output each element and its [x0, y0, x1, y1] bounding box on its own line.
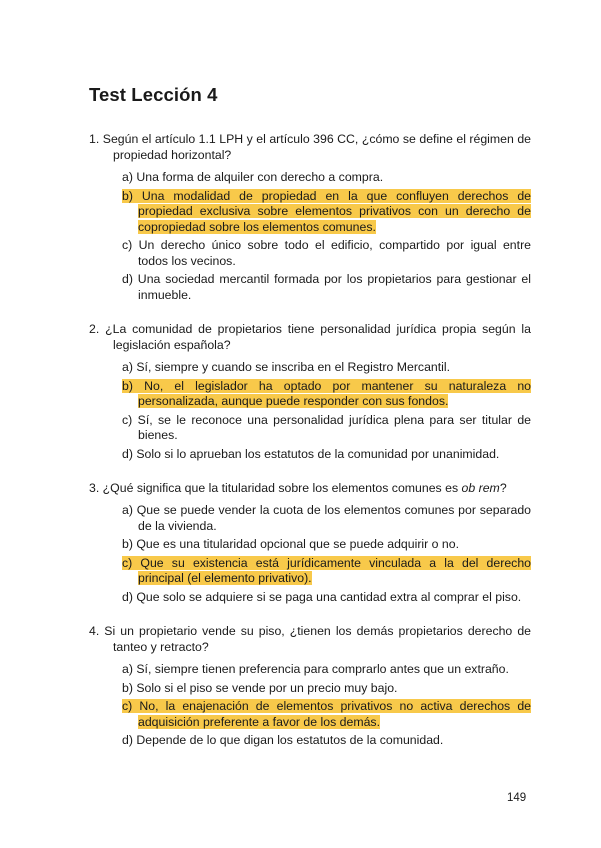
option-text: b) Solo si el piso se vende por un precio muy bajo. [122, 680, 398, 695]
option-d [122, 447, 531, 463]
question-text-italic: ob rem [461, 481, 500, 495]
option-list [89, 360, 531, 462]
option-b-correct [122, 189, 531, 236]
option-text: a) Que se puede vender la cuota de los elementos comunes por separado de la vivienda. [122, 503, 531, 533]
option-text: a) Sí, siempre y cuando se inscriba en el Registro Mercantil. [122, 360, 451, 374]
option-text: d) Solo si lo aprueban los estatutos de la comunidad por unanimidad. [122, 446, 500, 461]
option-d [122, 733, 531, 749]
option-text: d) Depende de lo que digan los estatutos de la comunidad. [122, 733, 444, 747]
option-list [89, 170, 531, 303]
option-b [122, 681, 531, 697]
question-text: 4. Si un propietario vende su piso, ¿tienen los demás propietarios derecho de tanteo y retracto? [89, 624, 531, 654]
option-list [89, 503, 531, 605]
option-text: d) Una sociedad mercantil formada por los propietarios para gestionar el inmueble. [122, 272, 531, 302]
option-text: a) Sí, siempre tienen preferencia para comprarlo antes que un extraño. [122, 662, 509, 676]
option-a [122, 503, 531, 534]
question-text-end: ? [499, 481, 507, 495]
option-list [89, 662, 531, 749]
option-a [122, 662, 531, 678]
option-c-correct [122, 556, 531, 587]
option-d [122, 272, 531, 303]
question-text: 1. Según el artículo 1.1 LPH y el artículo 396 CC, ¿cómo se define el régimen de propiedad horizontal? [89, 132, 531, 162]
option-text: d) Que solo se adquiere si se paga una cantidad extra al comprar el piso. [122, 589, 522, 604]
option-text: c) Que su existencia está jurídicamente vinculada a la del derecho principal (el elemento privativo). [122, 555, 531, 585]
option-text: b) Que es una titularidad opcional que se puede adquirir o no. [122, 537, 460, 551]
option-d [122, 590, 531, 606]
option-c [122, 238, 531, 269]
option-c-correct [122, 699, 531, 730]
question-text-start: 3. ¿Qué significa que la titularidad sobre los elementos comunes es [89, 481, 462, 495]
option-a [122, 170, 531, 186]
option-a [122, 360, 531, 376]
option-text: c) Un derecho único sobre todo el edificio, compartido por igual entre todos los vecinos. [122, 238, 531, 268]
question-1 [89, 131, 531, 303]
page-title: Test Lección 4 [89, 84, 218, 105]
question-text: 2. ¿La comunidad de propietarios tiene personalidad jurídica propia según la legislación española? [89, 322, 531, 352]
question-list [89, 131, 531, 767]
option-b [122, 537, 531, 553]
question-2 [89, 321, 531, 462]
option-text: c) Sí, se le reconoce una personalidad jurídica plena para ser titular de bienes. [122, 412, 531, 442]
option-text: c) No, la enajenación de elementos privativos no activa derechos de adquisición preferente a favor de los demás. [122, 699, 531, 729]
question-text [89, 480, 531, 496]
page-number: 149 [507, 792, 527, 804]
option-b-correct [122, 379, 531, 410]
option-text: b) No, el legislador ha optado por mantener su naturaleza no personalizada, aunque puede responder con sus fondos. [122, 378, 531, 408]
option-text: a) Una forma de alquiler con derecho a compra. [122, 170, 384, 184]
option-c [122, 413, 531, 444]
option-text: b) Una modalidad de propiedad en la que confluyen derechos de propiedad exclusiva sobre elementos privativos con un derecho de copropiedad sobre los elementos comunes. [122, 188, 531, 234]
question-4 [89, 623, 531, 749]
question-3 [89, 480, 531, 605]
